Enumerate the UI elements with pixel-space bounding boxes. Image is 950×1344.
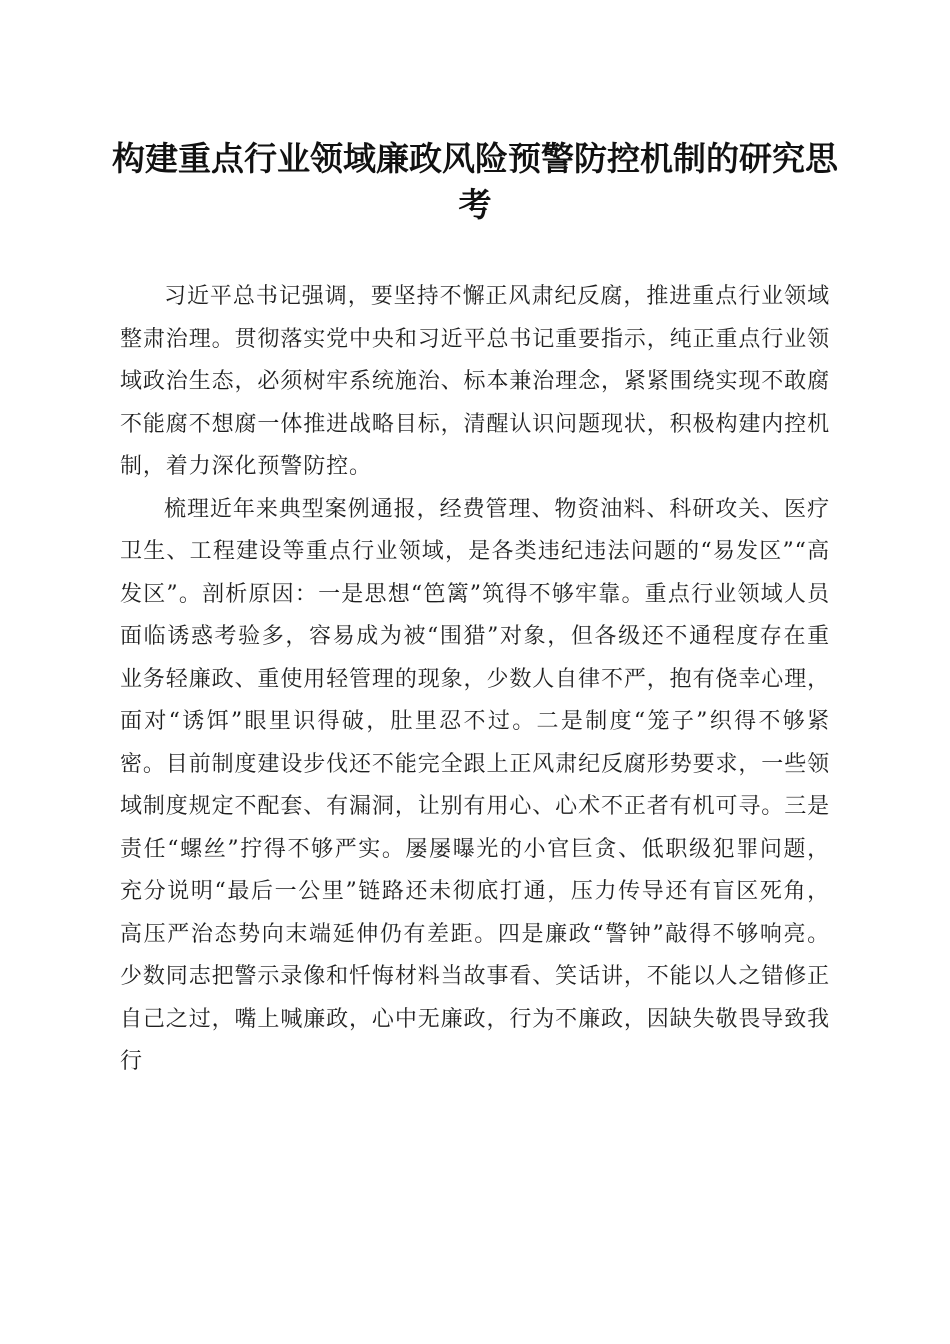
paragraph-intro: 习近平总书记强调，要坚持不懈正风肃纪反腐，推进重点行业领域整肃治理。贯彻落实党中央和习近平总书记重要指示，纯正重点行业领域政治生态，必须树牢系统施治、标本兼治理念，紧紧围绕实现不敢腐不能腐不想腐一体推进战略目标，清醒认识问题现状，积极构建内控机制，着力深化预警防控。	[120, 284, 830, 479]
document-body	[120, 276, 830, 1084]
paragraph-analysis: 梳理近年来典型案例通报，经费管理、物资油料、科研攻关、医疗卫生、工程建设等重点行业领域，是各类违纪违法问题的“易发区”“高发区”。剖析原因：一是思想“笆篱”筑得不够牢靠。重点行业领域人员面临诱惑考验多，容易成为被“围猎”对象，但各级还不通程度存在重业务轻廉政、重使用轻管理的现象，少数人自律不严，抱有侥幸心理，面对“诱饵”眼里识得破，肚里忍不过。二是制度“笼子”织得不够紧密。目前制度建设步伐还不能完全跟上正风肃纪反腐形势要求，一些领域制度规定不配套、有漏洞，让别有用心、心术不正者有机可寻。三是责任“螺丝”拧得不够严实。屡屡曝光的小官巨贪、低职级犯罪问题，充分说明“最后一公里”链路还未彻底打通，压力传导还有盲区死角，高压严治态势向末端延伸仍有差距。四是廉政“警钟”敲得不够响亮。少数同志把警示录像和忏悔材料当故事看、笑话讲，不能以人之错修正自己之过，嘴上喊廉政，心中无廉政，行为不廉政，因缺失敬畏导致我行	[120, 496, 830, 1074]
document-title: 构建重点行业领域廉政风险预警防控机制的研究思考	[112, 139, 838, 224]
